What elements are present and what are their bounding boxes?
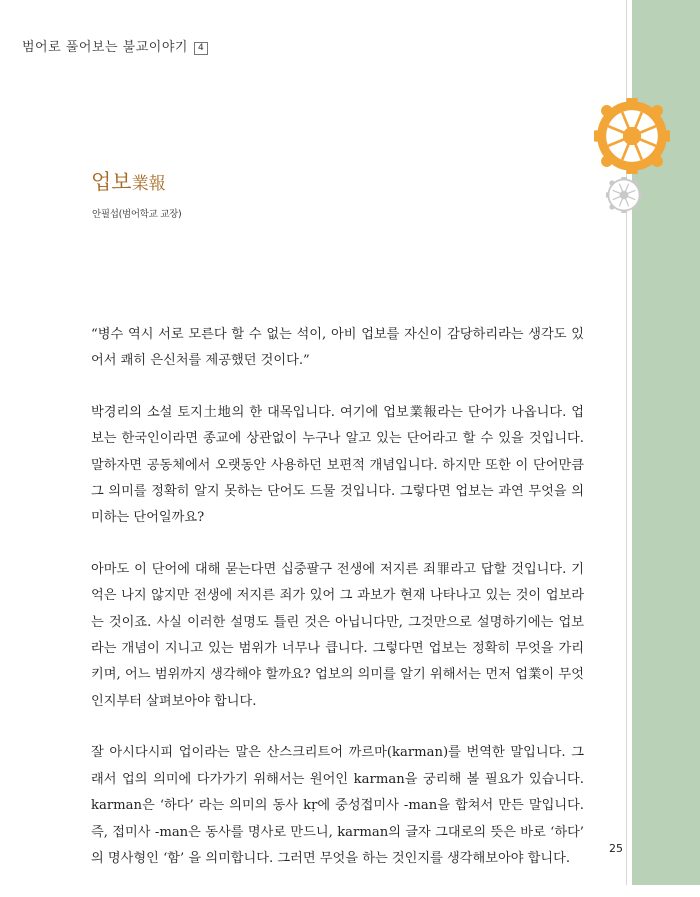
dharma-wheel-icon	[606, 177, 642, 213]
running-header	[22, 36, 208, 55]
author-line: 안필섭(범어학교 교장)	[92, 209, 182, 220]
body-paragraph: 아마도 이 단어에 대해 묻는다면 십중팔구 전생에 저지른 죄罪라고 답할 것입니다. 기억은 나지 않지만 전생에 저지른 죄가 있어 그 과보가 현재 나타나고 있는 것이 업보라는 것이죠. 사실 이러한 설명도 틀린 것은 아닙니다만, 그것만으로 설명하기에는 업보라는 개념이 지니고 있는 범위가 너무나 큽니다. 그렇다면 업보는 정확히 무엇을 가리키며, 어느 범위까지 생각해야 할까요? 업보의 의미를 알기 위해서는 먼저 업業이 무엇인지부터 살펴보아야 합니다.	[91, 561, 584, 709]
series-title: 범어로 풀어보는 불교이야기	[22, 40, 188, 55]
volume-badge: 4	[194, 42, 208, 55]
title-hanja: 業報	[131, 174, 166, 194]
dharma-wheel-icon	[594, 98, 670, 174]
article-title	[91, 166, 166, 196]
quote-paragraph: “병수 역시 서로 모른다 할 수 없는 석이, 아비 업보를 자신이 감당하리라는 생각도 있어서 쾌히 은신처를 제공했던 것이다.”	[91, 327, 584, 369]
body-paragraph: 박경리의 소설 토지土地의 한 대목입니다. 여기에 업보業報라는 단어가 나옵니다. 업보는 한국인이라면 종교에 상관없이 누구나 알고 있는 단어라고 할 수 있을 것입니다. 말하자면 공동체에서 오랫동안 사용하던 보편적 개념입니다. 하지만 또한 이 단어만큼 그 의미를 정확히 알지 못하는 단어도 드물 것입니다. 그렇다면 업보는 과연 무엇을 의미하는 단어일까요?	[91, 404, 584, 526]
body-paragraph: 잘 아시다시피 업이라는 말은 산스크리트어 까르마(karman)를 번역한 말입니다. 그래서 업의 의미에 다가가기 위해서는 원어인 karman을 궁리해 볼 필요가 있습니다. karman은 ‘하다’ 라는 의미의 동사 kṛ에 중성접미사 -man을 합쳐서 만든 말입니다. 즉, 접미사 -man은 동사를 명사로 만드니, karman의 글자 그대로의 뜻은 바로 ‘하다’ 의 명사형인 ‘함’ 을 의미합니다. 그러면 무엇을 하는 것인지를 생각해보아야 합니다.	[91, 745, 584, 866]
title-hangul: 업보	[91, 170, 132, 194]
article-body	[91, 322, 584, 897]
page-number: 25	[609, 842, 623, 855]
